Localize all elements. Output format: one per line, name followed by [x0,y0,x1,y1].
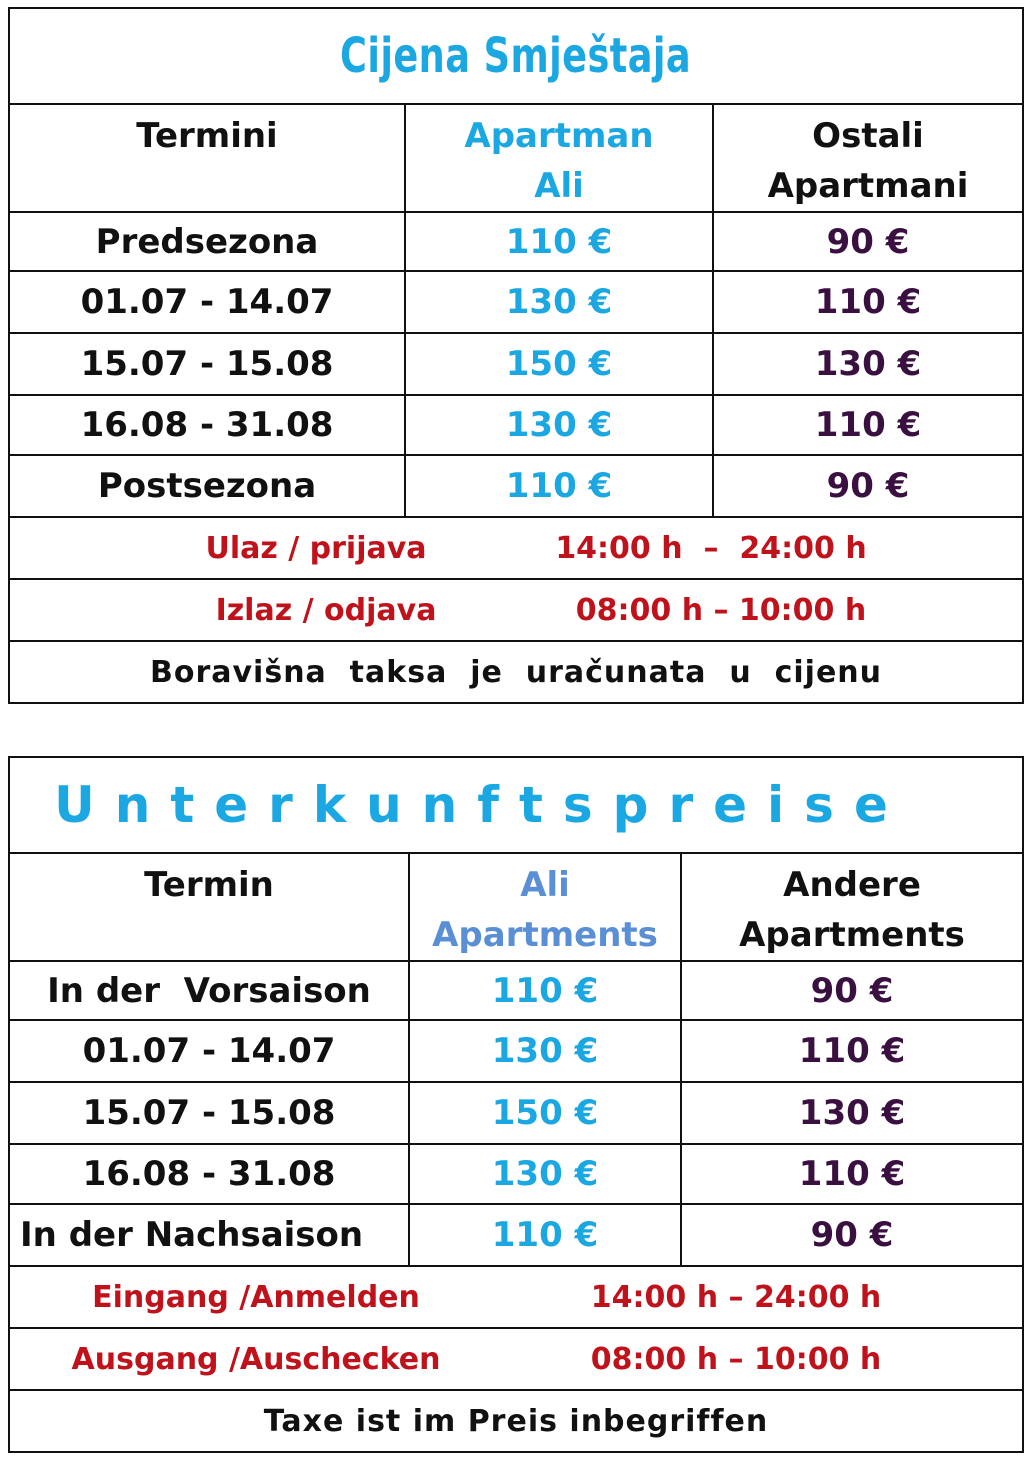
term-cell: 15.07 - 15.08 [9,333,405,395]
header-term-label: Termini [136,116,278,156]
term-cell: 01.07 - 14.07 [9,271,405,333]
ali-price-cell: 150 € [405,333,713,395]
tax-note [9,641,1023,703]
term-cell: 16.08 - 31.08 [9,1144,409,1204]
other-price-cell: 90 € [713,212,1023,271]
checkout-cell [9,1328,1023,1390]
header-ali [405,104,713,212]
table-row [9,212,1023,271]
header-ali-line1: Apartman [464,116,654,156]
checkout-label: Ausgang /Auschecken [71,1341,441,1377]
other-price-cell: 110 € [681,1020,1023,1082]
other-price-cell: 90 € [681,961,1023,1020]
checkin-label: Ulaz / prijava [205,530,427,566]
checkin-cell [9,1266,1023,1328]
checkin-row [9,517,1023,579]
checkout-time: 08:00 h – 10:00 h [575,592,867,628]
header-other-line2: Apartmani [767,166,969,206]
table-title: Unterkunftspreise [54,776,908,834]
header-term [9,853,409,961]
ali-price-cell: 130 € [409,1144,681,1204]
other-price-cell: 110 € [713,395,1023,455]
table-title-row [9,8,1023,104]
ali-price-cell: 110 € [409,1204,681,1266]
header-row [9,104,1023,212]
table-row [9,333,1023,395]
tax-note-row [9,641,1023,703]
header-ali-line2: Apartments [432,915,658,955]
table-row [9,1204,1023,1266]
other-price-cell: 90 € [681,1204,1023,1266]
header-row [9,853,1023,961]
table-row [9,961,1023,1020]
table-row [9,395,1023,455]
tax-note [9,1390,1023,1452]
tax-note-text: Taxe ist im Preis inbegriffen [263,1403,769,1439]
header-term-label: Termin [144,865,274,905]
table-title: Cijena Smještaja [340,28,692,84]
ali-price-cell: 110 € [405,212,713,271]
term-cell: Postsezona [9,455,405,517]
ali-price-cell: 150 € [409,1082,681,1144]
header-other [681,853,1023,961]
other-price-cell: 110 € [713,271,1023,333]
tax-note-row [9,1390,1023,1452]
table-title-cell [9,757,1023,853]
table-row [9,1144,1023,1204]
table-title-cell [9,8,1023,104]
table-row [9,271,1023,333]
price-table-croatian [8,7,1024,704]
checkout-row [9,579,1023,641]
ali-price-cell: 130 € [405,395,713,455]
header-term [9,104,405,212]
checkin-row [9,1266,1023,1328]
term-cell: 01.07 - 14.07 [9,1020,409,1082]
table-row [9,1082,1023,1144]
other-price-cell: 110 € [681,1144,1023,1204]
header-ali-line1: Ali [520,865,570,905]
checkout-row [9,1328,1023,1390]
header-ali-line2: Ali [534,166,584,206]
table-row [9,1020,1023,1082]
price-table-german [8,756,1024,1453]
tax-note-text: Boravišna taksa je uračunata u cijenu [149,654,882,690]
checkin-time: 14:00 h – 24:00 h [555,530,867,566]
ali-price-cell: 130 € [409,1020,681,1082]
ali-price-cell: 110 € [409,961,681,1020]
header-other [713,104,1023,212]
table-row [9,455,1023,517]
term-cell: Predsezona [9,212,405,271]
term-cell: In der Nachsaison [9,1204,409,1266]
checkin-label: Eingang /Anmelden [92,1279,420,1315]
other-price-cell: 90 € [713,455,1023,517]
other-price-cell: 130 € [681,1082,1023,1144]
term-cell: In der Vorsaison [9,961,409,1020]
other-price-cell: 130 € [713,333,1023,395]
header-other-line2: Apartments [739,915,965,955]
term-cell: 16.08 - 31.08 [9,395,405,455]
checkin-time: 14:00 h – 24:00 h [590,1279,882,1315]
ali-price-cell: 130 € [405,271,713,333]
header-ali [409,853,681,961]
checkout-cell [9,579,1023,641]
checkout-label: Izlaz / odjava [215,592,437,628]
checkin-cell [9,517,1023,579]
table-title-row [9,757,1023,853]
header-other-line1: Andere [783,865,921,905]
ali-price-cell: 110 € [405,455,713,517]
term-cell: 15.07 - 15.08 [9,1082,409,1144]
header-other-line1: Ostali [812,116,924,156]
checkout-time: 08:00 h – 10:00 h [590,1341,882,1377]
